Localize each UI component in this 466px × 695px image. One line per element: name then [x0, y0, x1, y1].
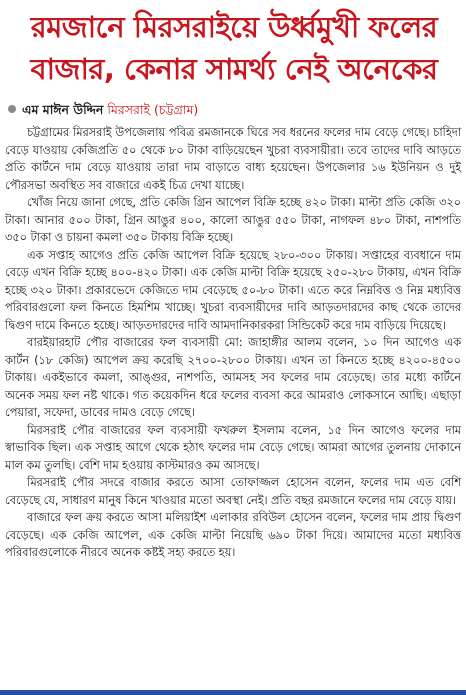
article-paragraph: চট্টগ্রামের মিরসরাই উপজেলায় পবিত্র রমজানকে ঘিরে সব ধরনের ফলের দাম বেড়ে গেছে। চাহিদা বেড়ে যাওয়ায় কেজিপ্রতি ৫০ থেকে ৮০ টাকা বাড়িয়েছেন খুচরা ব্যবসায়ীরা। তবে তাদের দাবি আড়তে প্রতি কার্টনে দাম বেড়ে যাওয়ায় তারা দাম বাড়াতে বাধ্য হয়েছেন। উপজেলার ১৬ ইউনিয়ন ও দুই পৌরসভা অবস্থিত সব বাজারে একই চিত্র দেখা যাচ্ছে। [5, 125, 461, 192]
bullet-icon [8, 105, 16, 113]
article-headline: রমজানে মিরসরাইয়ে উর্ধ্বমুখী ফলের বাজার, কেনার সামর্থ্য নেই অনেকের [30, 10, 438, 86]
article-paragraph: বাজারে ফল ক্রয় করতে আসা মলিয়াইশ এলাকার রবিউল হোসেন বলেন, ফলের দাম প্রায় দ্বিগুণ বেড়েছে। এক কেজি আপেল, এক কেজি মাল্টা নিয়েছি ৬৯০ টাকা দিয়ে। আমাদের মতো মধ্যবিত্ত পরিবারগুলোকে নীরবে অনেক কষ্টই সহ্য করতে হয়। [5, 510, 461, 559]
article-paragraph: বারইয়ারহাট পৌর বাজারের ফল ব্যবসায়ী মো: জাহাঙ্গীর আলম বলেন, ১০ দিন আগেও এক কার্টন (১৮ কেজি) আপেল ক্রয় করেছি ২৭০০-২৮০০ টাকায়। এখন তা কিনতে হচ্ছে ৪২০০-৪৫০০ টাকায়। একইভাবে কমলা, আঙ্গুর, নাশপতি, আমসহ সব ফলের দাম বেড়েছে। তার মধ্যে কার্টনে অনেক সময় ফল নষ্ট থাকে। গত কয়েকদিন ধরে ফলের ব্যবসা করে আমরাও লোকসানে আছি। এছাড়া পেয়ারা, সফেদা, ডাবের দামও বেড়ে গেছে। [5, 335, 461, 419]
article-paragraph: এক সপ্তাহ আগেও প্রতি কেজি আপেল বিক্রি হয়েছে ২৮০-৩০০ টাকায়। সপ্তাহের ব্যবধানে দাম বেড়ে এখন বিক্রি হচ্ছে ৪০০-৪২০ টাকা। এক কেজি মাল্টা বিক্রি হয়েছে ২৫০-২৮০ টাকায়, এখন বিক্রি হচ্ছে ৩২০ টাকা। প্রকারভেদে কেজিতে দাম বেড়েছে ৫০-৮০ টাকা। এতে করে নিম্নবিত্ত ও নিম্ন মধ্যবিত্ত পরিবারগুলো ফল কিনতে হিমশিম খাচ্ছে। খুচরা ব্যবসায়ীদের দাবি আড়তদারদের কাছ থেকে তাদের দ্বিগুণ দামে কিনতে হচ্ছে। আড়তদারদের দাবি আমদানিকারকরা সিন্ডিকেট করে দাম বাড়িয়ে দিয়েছে। [5, 247, 461, 332]
byline [8, 100, 458, 120]
byline-author: এম মাঈন উদ্দিন [22, 102, 104, 117]
article-paragraph: খোঁজ নিয়ে জানা গেছে, প্রতি কেজি গ্রিন আপেল বিক্রি হচ্ছে ৪২০ টাকা। মাল্টা প্রতি কেজি ৩২০ টাকা। আনার ৫০০ টাকা, গ্রিন আঙুর ৪০০, কালো আঙুর ৫৫০ টাকা, নাগফল ৪৮০ টাকা, নাশপতি ৩৫০ টাকা ও চায়না কমলা ৩৫০ টাকায় বিক্রি হচ্ছে। [5, 195, 461, 244]
byline-place: মিরসরাই (চট্টগ্রাম) [107, 102, 199, 117]
article-paragraph: মিরসরাই পৌর বাজারের ফল ব্যবসায়ী ফখরুল ইসলাম বলেন, ১৫ দিন আগেও ফলের দাম স্বাভাবিক ছিল। এক সপ্তাহ আগে থেকে হঠাৎ ফলের দাম বেড়ে গেছে। আমরা আগের তুলনায় দোকানে মাল কম তুলছি। বেশি দাম হওয়ায় কাস্টমারও কম আসছে। [5, 422, 461, 472]
bottom-border-strip [0, 690, 466, 695]
article-paragraph: মিরসরাই পৌর সদরে বাজার করতে আসা তোফাজ্জল হোসেন বলেন, ফলের দাম এত বেশি বেড়েছে যে, সাধারণ মানুষ কিনে খাওয়ার মতো অবস্থা নেই। প্রতি বছর রমজানে ফলের দাম বেড়ে যায়। [5, 475, 461, 507]
article-body [5, 124, 461, 562]
